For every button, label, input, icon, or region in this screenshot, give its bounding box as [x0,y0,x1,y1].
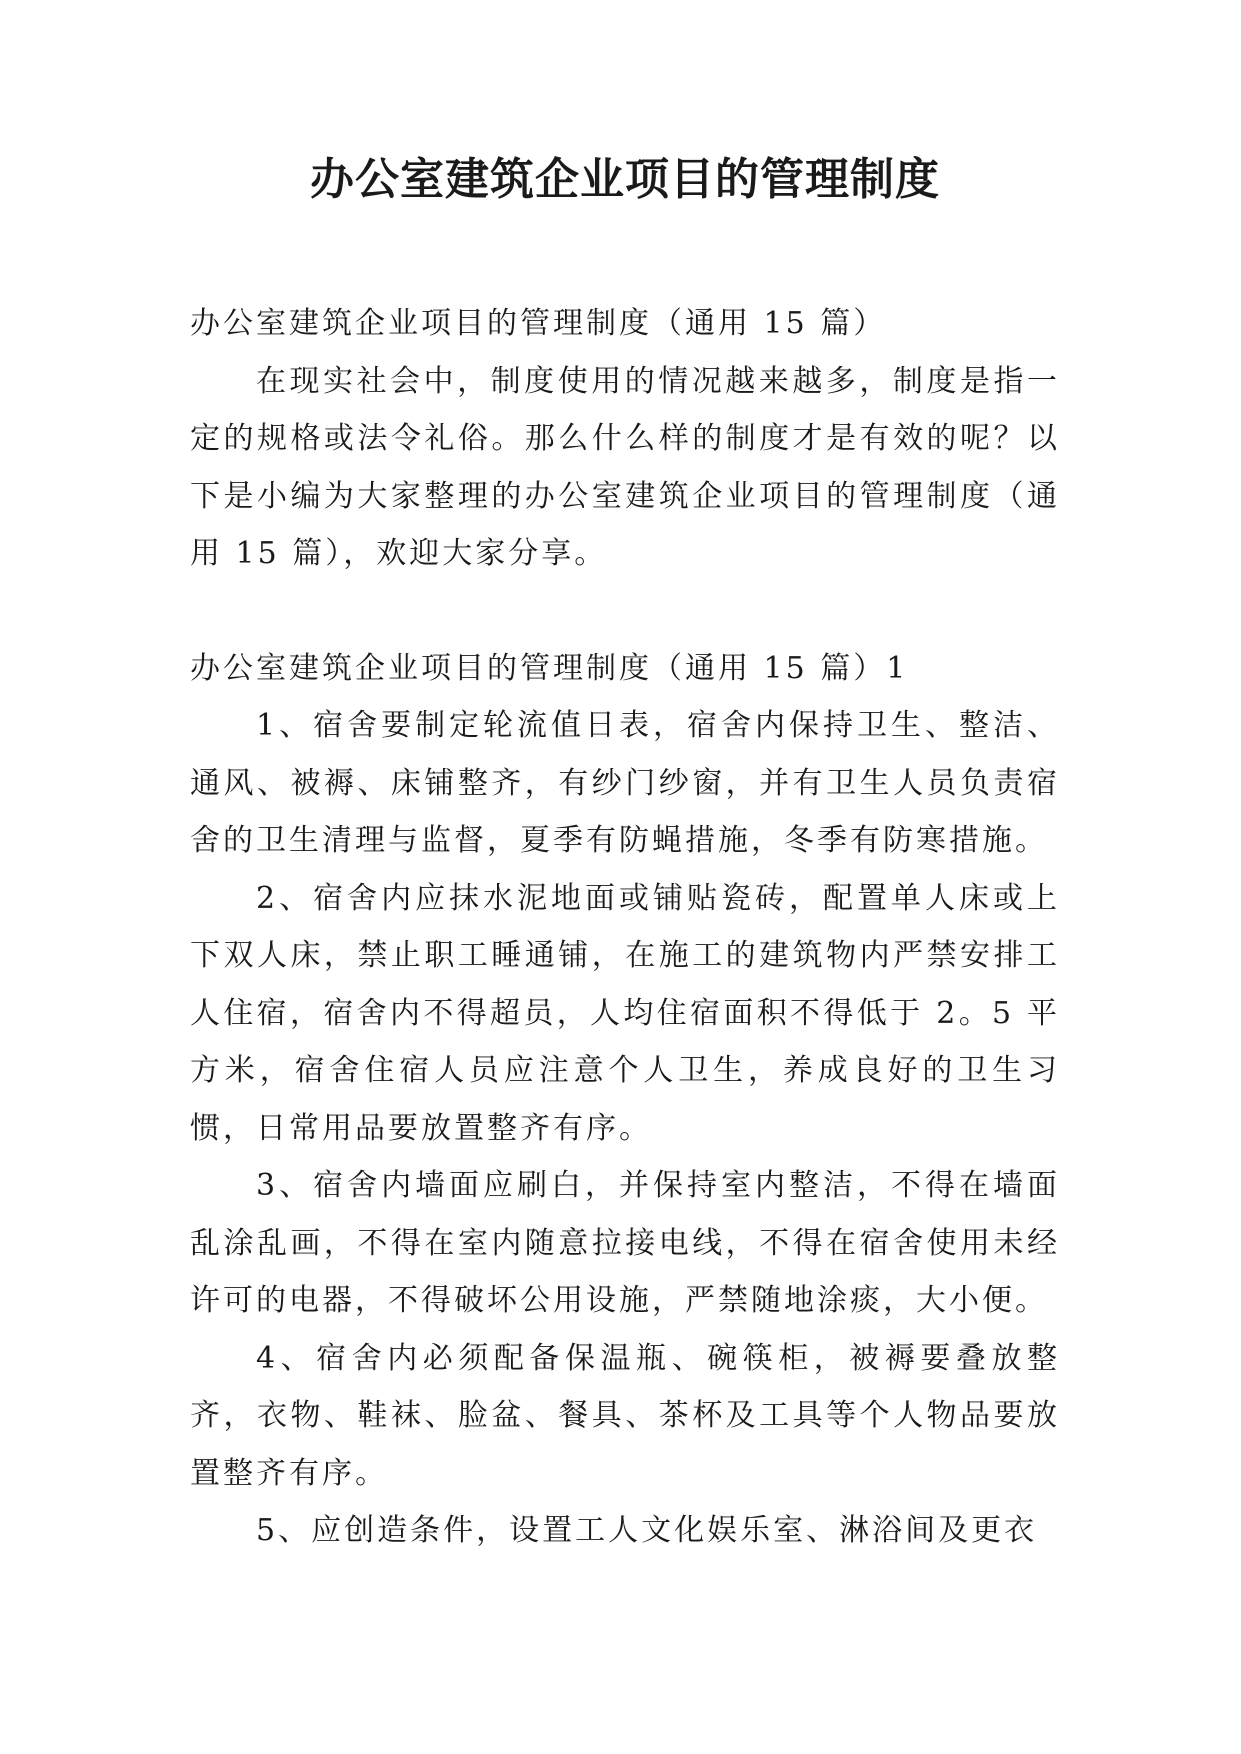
document-body [190,295,1060,1560]
document-title: 办公室建筑企业项目的管理制度 [310,154,940,205]
rule-item-3: 3、宿舍内墙面应刷白，并保持室内整洁，不得在墙面乱涂乱画，不得在室内随意拉接电线，不得在宿舍使用未经许可的电器，不得破坏公用设施，严禁随地涂痰，大小便。 [190,1168,1060,1318]
section-heading: 办公室建筑企业项目的管理制度（通用 15 篇）1 [190,650,909,686]
document-subtitle: 办公室建筑企业项目的管理制度（通用 15 篇） [190,306,887,341]
intro-paragraph: 在现实社会中，制度使用的情况越来越多，制度是指一定的规格或法令礼俗。那么什么样的制度才是有效的呢？以下是小编为大家整理的办公室建筑企业项目的管理制度（通用 15 篇），欢迎大家分享。 [190,363,1060,571]
rule-item-1: 1、宿舍要制定轮流值日表，宿舍内保持卫生、整洁、通风、被褥、床铺整齐，有纱门纱窗，并有卫生人员负责宿舍的卫生清理与监督，夏季有防蝇措施，冬季有防寒措施。 [190,708,1060,858]
rule-item-4: 4、宿舍内必须配备保温瓶、碗筷柜，被褥要叠放整齐，衣物、鞋袜、脸盆、餐具、茶杯及工具等个人物品要放置整齐有序。 [190,1340,1060,1491]
rule-item-2: 2、宿舍内应抹水泥地面或铺贴瓷砖，配置单人床或上下双人床，禁止职工睡通铺，在施工的建筑物内严禁安排工人住宿，宿舍内不得超员，人均住宿面积不得低于 2。5 平方米，宿舍住宿人员应注意个人卫生，养成良好的卫生习惯，日常用品要放置整齐有序。 [190,880,1060,1146]
rule-item-5: 5、应创造条件，设置工人文化娱乐室、淋浴间及更衣 [256,1513,1038,1548]
paragraph-gap [190,583,1060,640]
